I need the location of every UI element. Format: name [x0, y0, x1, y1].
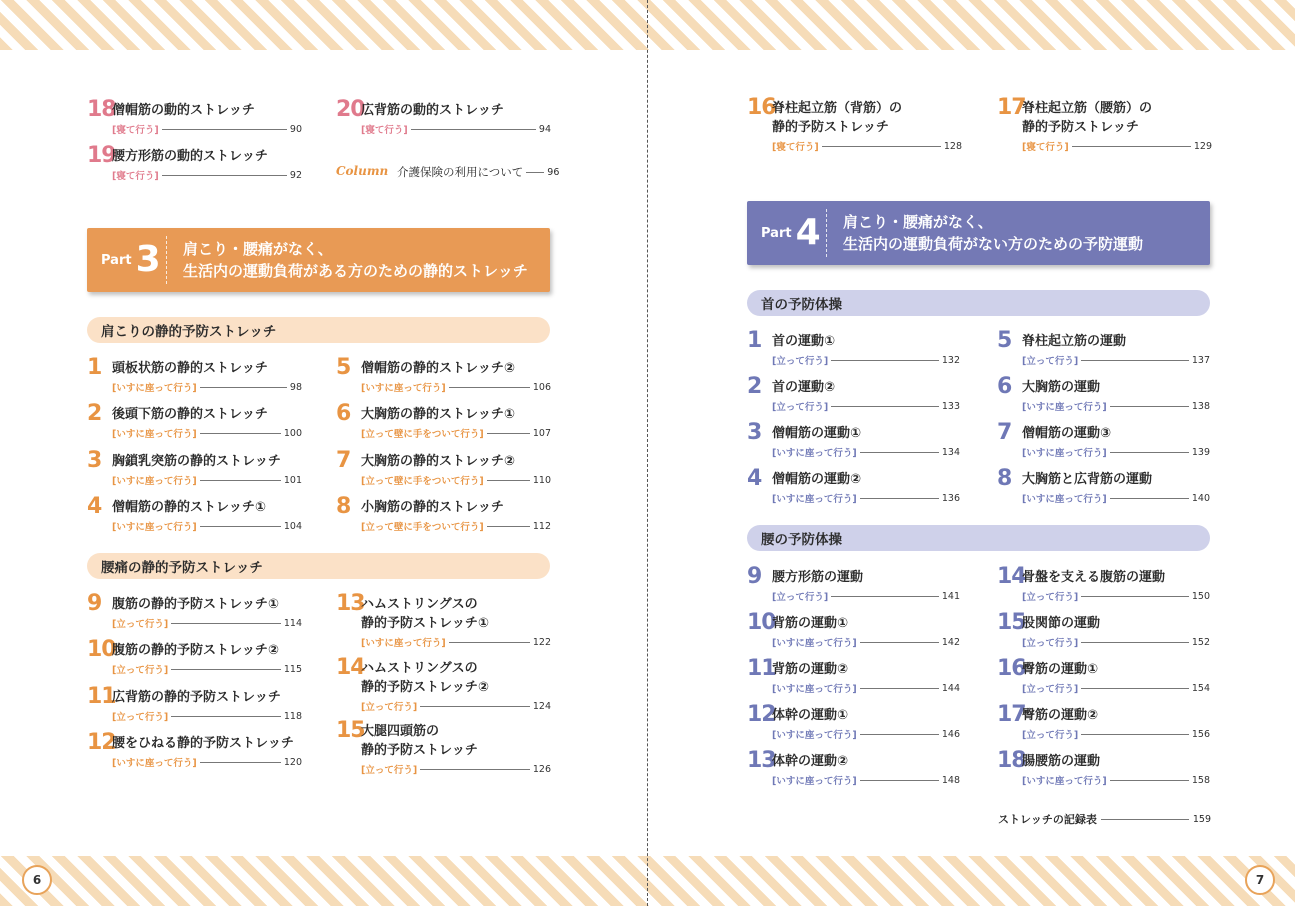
- entry-tag: [立って行う]: [1022, 730, 1079, 741]
- entry-page: 129: [1193, 140, 1212, 152]
- entry-page: 94: [538, 123, 551, 135]
- entry-number: 5: [997, 328, 1012, 353]
- record-sheet-entry[interactable]: [998, 811, 1211, 827]
- entry-tag: [立って行う]: [1022, 638, 1079, 649]
- entry-tag: [いすに座って行う]: [112, 522, 197, 533]
- entry-page: 100: [283, 427, 302, 439]
- entry-title: 僧帽筋の運動③: [1022, 426, 1112, 441]
- entry-tag: [いすに座って行う]: [361, 638, 446, 649]
- entry-title: 僧帽筋の運動②: [772, 472, 862, 487]
- entry-number: 16: [997, 656, 1026, 681]
- entry-tag: [立って壁に手をついて行う]: [361, 476, 484, 487]
- entry-sub: [1022, 491, 1210, 505]
- part-digit: 4: [795, 212, 821, 253]
- entry-title: 体幹の運動①: [772, 708, 849, 723]
- part4-title-line2: 生活内の運動負荷がない方のための予防運動: [843, 235, 1144, 253]
- entry-tag: [寝て行う]: [361, 125, 408, 136]
- entry-page: 141: [941, 590, 960, 602]
- entry-number: 7: [336, 448, 351, 473]
- entry-title: 頭板状筋の静的ストレッチ: [112, 361, 268, 376]
- entry-sub: [772, 635, 960, 649]
- record-page: 159: [1192, 813, 1212, 825]
- entry-title: 骨盤を支える腹筋の運動: [1022, 570, 1166, 585]
- entry-sub: [112, 473, 302, 487]
- entry-sub: [1022, 353, 1210, 367]
- entry-title: 胸鎖乳突筋の静的ストレッチ: [112, 454, 281, 469]
- entry-tag: [いすに座って行う]: [772, 776, 857, 787]
- entry-page: 110: [532, 474, 551, 486]
- entry-number: 14: [336, 655, 365, 680]
- entry-number: 4: [87, 494, 102, 519]
- entry-number: 3: [747, 420, 762, 445]
- entry-tag: [いすに座って行う]: [1022, 776, 1107, 787]
- column-entry[interactable]: [397, 164, 559, 180]
- entry-title: 広背筋の静的予防ストレッチ: [112, 690, 281, 705]
- entry-page: 133: [941, 400, 960, 412]
- part4-label: [747, 209, 827, 257]
- entry-tag: [いすに座って行う]: [1022, 448, 1107, 459]
- entry-number: 15: [997, 610, 1026, 635]
- entry-tag: [立って行う]: [772, 592, 829, 603]
- part4-title: [827, 211, 1143, 255]
- entry-title: 大胸筋と広背筋の運動: [1022, 472, 1153, 487]
- entry-tag: [立って壁に手をついて行う]: [361, 429, 484, 440]
- section-neck-exercise[interactable]: 首の予防体操: [747, 290, 1210, 316]
- column-title: 介護保険の利用について: [397, 165, 524, 179]
- entry-title: 背筋の運動②: [772, 662, 849, 677]
- entry-title-line2: 静的予防ストレッチ①: [361, 616, 489, 631]
- entry-title: 腹筋の静的予防ストレッチ②: [112, 643, 279, 658]
- entry-number: 17: [997, 702, 1026, 727]
- entry-page: 124: [532, 700, 551, 712]
- entry-title: 大胸筋の静的ストレッチ①: [361, 407, 515, 422]
- entry-sub: [1022, 681, 1210, 695]
- entry-page: 118: [283, 710, 302, 722]
- entry-title: 僧帽筋の動的ストレッチ: [112, 103, 255, 118]
- entry-page: 132: [941, 354, 960, 366]
- page-number-right: 7: [1245, 865, 1275, 895]
- entry-number: 12: [747, 702, 776, 727]
- entry-sub: [1022, 727, 1210, 741]
- entry-sub: [361, 519, 551, 533]
- entry-tag: [立って行う]: [1022, 592, 1079, 603]
- entry-tag: [いすに座って行う]: [112, 476, 197, 487]
- entry-title: 僧帽筋の運動①: [772, 426, 862, 441]
- entry-title: 広背筋の動的ストレッチ: [361, 103, 504, 118]
- entry-page: 122: [532, 636, 551, 648]
- entry-number: 9: [87, 591, 102, 616]
- part3-title-line2: 生活内の運動負荷がある方のための静的ストレッチ: [183, 262, 528, 280]
- entry-sub: [112, 122, 302, 136]
- entry-page: 150: [1191, 590, 1210, 602]
- entry-page: 144: [941, 682, 960, 694]
- record-title: ストレッチの記録表: [998, 813, 1097, 826]
- entry-page: 137: [1191, 354, 1210, 366]
- entry-sub: [772, 139, 962, 153]
- entry-tag: [立って行う]: [1022, 684, 1079, 695]
- entry-tag: [いすに座って行う]: [772, 448, 857, 459]
- entry-title: 腰方形筋の運動: [772, 570, 864, 585]
- page-fold-line: [647, 0, 648, 906]
- entry-sub: [772, 773, 960, 787]
- entry-number: 7: [997, 420, 1012, 445]
- entry-sub: [1022, 445, 1210, 459]
- entry-number: 6: [997, 374, 1012, 399]
- entry-title-line2: 静的予防ストレッチ②: [361, 680, 489, 695]
- entry-page: 142: [941, 636, 960, 648]
- entry-title: 大胸筋の運動: [1022, 380, 1101, 395]
- entry-page: 139: [1191, 446, 1210, 458]
- entry-tag: [立って行う]: [772, 356, 829, 367]
- entry-number: 10: [87, 637, 116, 662]
- entry-sub: [361, 762, 551, 776]
- entry-title-line2: 静的予防ストレッチ: [772, 120, 889, 135]
- section-back-static[interactable]: 腰痛の静的予防ストレッチ: [87, 553, 550, 579]
- entry-title: 脊柱起立筋（腰筋）の: [1022, 101, 1153, 116]
- entry-sub: [772, 399, 960, 413]
- entry-tag: [立って行う]: [112, 619, 169, 630]
- entry-number: 16: [747, 95, 776, 120]
- entry-number: 15: [336, 718, 365, 743]
- entry-title: 僧帽筋の静的ストレッチ②: [361, 361, 515, 376]
- entry-tag: [寝て行う]: [112, 171, 159, 182]
- entry-number: 11: [747, 656, 776, 681]
- entry-title: 腰をひねる静的予防ストレッチ: [112, 736, 294, 751]
- entry-sub: [112, 616, 302, 630]
- entry-number: 9: [747, 564, 762, 589]
- entry-page: 148: [941, 774, 960, 786]
- entry-tag: [いすに座って行う]: [1022, 494, 1107, 505]
- entry-page: 146: [941, 728, 960, 740]
- entry-page: 126: [532, 763, 551, 775]
- entry-title: ハムストリングスの: [361, 597, 478, 612]
- section-shoulder-static[interactable]: 肩こりの静的予防ストレッチ: [87, 317, 550, 343]
- entry-page: 140: [1191, 492, 1210, 504]
- entry-title: 後頭下筋の静的ストレッチ: [112, 407, 268, 422]
- entry-sub: [361, 122, 551, 136]
- entry-number: 1: [747, 328, 762, 353]
- entry-page: 98: [289, 381, 302, 393]
- entry-title: 腰方形筋の動的ストレッチ: [112, 149, 268, 164]
- entry-sub: [361, 426, 551, 440]
- entry-sub: [1022, 773, 1210, 787]
- entry-page: 106: [532, 381, 551, 393]
- entry-sub: [772, 681, 960, 695]
- entry-tag: [立って行う]: [112, 712, 169, 723]
- entry-sub: [772, 491, 960, 505]
- part3-title-line1: 肩こり・腰痛がなく、: [183, 240, 333, 258]
- entry-tag: [いすに座って行う]: [1022, 402, 1107, 413]
- entry-page: 136: [941, 492, 960, 504]
- entry-page: 107: [532, 427, 551, 439]
- entry-tag: [いすに座って行う]: [112, 429, 197, 440]
- entry-number: 11: [87, 684, 116, 709]
- entry-page: 101: [283, 474, 302, 486]
- entry-title: 首の運動①: [772, 334, 836, 349]
- entry-number: 18: [87, 97, 116, 122]
- entry-number: 18: [997, 748, 1026, 773]
- entry-title: 体幹の運動②: [772, 754, 849, 769]
- entry-number: 14: [997, 564, 1026, 589]
- column-tag: Column: [336, 164, 389, 178]
- entry-number: 13: [336, 591, 365, 616]
- entry-sub: [112, 426, 302, 440]
- entry-title: 脊柱起立筋（背筋）の: [772, 101, 903, 116]
- entry-title: 股関節の運動: [1022, 616, 1101, 631]
- entry-page: 156: [1191, 728, 1210, 740]
- entry-title: 大胸筋の静的ストレッチ②: [361, 454, 515, 469]
- part-word: Part: [101, 252, 132, 268]
- entry-tag: [立って行う]: [361, 765, 418, 776]
- entry-title: 大腿四頭筋の: [361, 724, 440, 739]
- entry-tag: [いすに座って行う]: [361, 383, 446, 394]
- entry-title: 腸腰筋の運動: [1022, 754, 1101, 769]
- entry-tag: [立って壁に手をついて行う]: [361, 522, 484, 533]
- entry-number: 3: [87, 448, 102, 473]
- entry-number: 10: [747, 610, 776, 635]
- entry-sub: [772, 445, 960, 459]
- entry-title: 首の運動②: [772, 380, 836, 395]
- entry-tag: [立って行う]: [1022, 356, 1079, 367]
- entry-tag: [いすに座って行う]: [772, 494, 857, 505]
- entry-title: 僧帽筋の静的ストレッチ①: [112, 500, 266, 515]
- entry-number: 17: [997, 95, 1026, 120]
- entry-number: 2: [747, 374, 762, 399]
- column-page: 96: [547, 166, 560, 178]
- section-back-exercise[interactable]: 腰の予防体操: [747, 525, 1210, 551]
- part-word: Part: [761, 225, 792, 241]
- entry-page: 92: [289, 169, 302, 181]
- entry-sub: [361, 473, 551, 487]
- entry-page: 158: [1191, 774, 1210, 786]
- entry-page: 112: [532, 520, 551, 532]
- entry-number: 20: [336, 97, 365, 122]
- entry-page: 134: [941, 446, 960, 458]
- entry-tag: [いすに座って行う]: [112, 383, 197, 394]
- entry-page: 120: [283, 756, 302, 768]
- entry-tag: [立って行う]: [112, 665, 169, 676]
- entry-tag: [寝て行う]: [112, 125, 159, 136]
- entry-number: 8: [336, 494, 351, 519]
- entry-number: 13: [747, 748, 776, 773]
- entry-page: 114: [283, 617, 302, 629]
- entry-sub: [112, 709, 302, 723]
- entry-number: 6: [336, 401, 351, 426]
- entry-sub: [112, 168, 302, 182]
- entry-title-line2: 静的予防ストレッチ: [1022, 120, 1139, 135]
- entry-sub: [112, 755, 302, 769]
- entry-sub: [1022, 399, 1210, 413]
- part4-banner[interactable]: [747, 201, 1210, 265]
- part3-label: [87, 236, 167, 284]
- entry-title: ハムストリングスの: [361, 661, 478, 676]
- entry-page: 128: [943, 140, 962, 152]
- entry-page: 154: [1191, 682, 1210, 694]
- entry-number: 1: [87, 355, 102, 380]
- part3-title: [167, 238, 528, 282]
- part-digit: 3: [135, 239, 161, 280]
- entry-sub: [112, 662, 302, 676]
- entry-title: 小胸筋の静的ストレッチ: [361, 500, 504, 515]
- entry-tag: [いすに座って行う]: [772, 730, 857, 741]
- entry-tag: [いすに座って行う]: [772, 638, 857, 649]
- part3-banner[interactable]: [87, 228, 550, 292]
- entry-title: 臀筋の運動①: [1022, 662, 1099, 677]
- entry-title: 腹筋の静的予防ストレッチ①: [112, 597, 279, 612]
- page-number-left: 6: [22, 865, 52, 895]
- entry-sub: [1022, 139, 1212, 153]
- entry-tag: [寝て行う]: [1022, 142, 1069, 153]
- entry-number: 19: [87, 143, 116, 168]
- entry-number: 8: [997, 466, 1012, 491]
- entry-page: 152: [1191, 636, 1210, 648]
- entry-sub: [112, 380, 302, 394]
- entry-page: 90: [289, 123, 302, 135]
- entry-tag: [立って行う]: [772, 402, 829, 413]
- entry-title: 臀筋の運動②: [1022, 708, 1099, 723]
- entry-number: 2: [87, 401, 102, 426]
- entry-number: 12: [87, 730, 116, 755]
- entry-tag: [いすに座って行う]: [112, 758, 197, 769]
- entry-title: 背筋の運動①: [772, 616, 849, 631]
- entry-sub: [772, 353, 960, 367]
- entry-sub: [361, 380, 551, 394]
- entry-sub: [1022, 635, 1210, 649]
- entry-page: 138: [1191, 400, 1210, 412]
- entry-page: 115: [283, 663, 302, 675]
- entry-number: 4: [747, 466, 762, 491]
- entry-tag: [いすに座って行う]: [772, 684, 857, 695]
- part4-title-line1: 肩こり・腰痛がなく、: [843, 213, 993, 231]
- entry-sub: [361, 635, 551, 649]
- entry-number: 5: [336, 355, 351, 380]
- entry-tag: [寝て行う]: [772, 142, 819, 153]
- entry-title-line2: 静的予防ストレッチ: [361, 743, 478, 758]
- entry-sub: [772, 589, 960, 603]
- entry-tag: [立って行う]: [361, 702, 418, 713]
- entry-sub: [772, 727, 960, 741]
- entry-sub: [1022, 589, 1210, 603]
- entry-title: 脊柱起立筋の運動: [1022, 334, 1127, 349]
- entry-page: 104: [283, 520, 302, 532]
- entry-sub: [361, 699, 551, 713]
- entry-sub: [112, 519, 302, 533]
